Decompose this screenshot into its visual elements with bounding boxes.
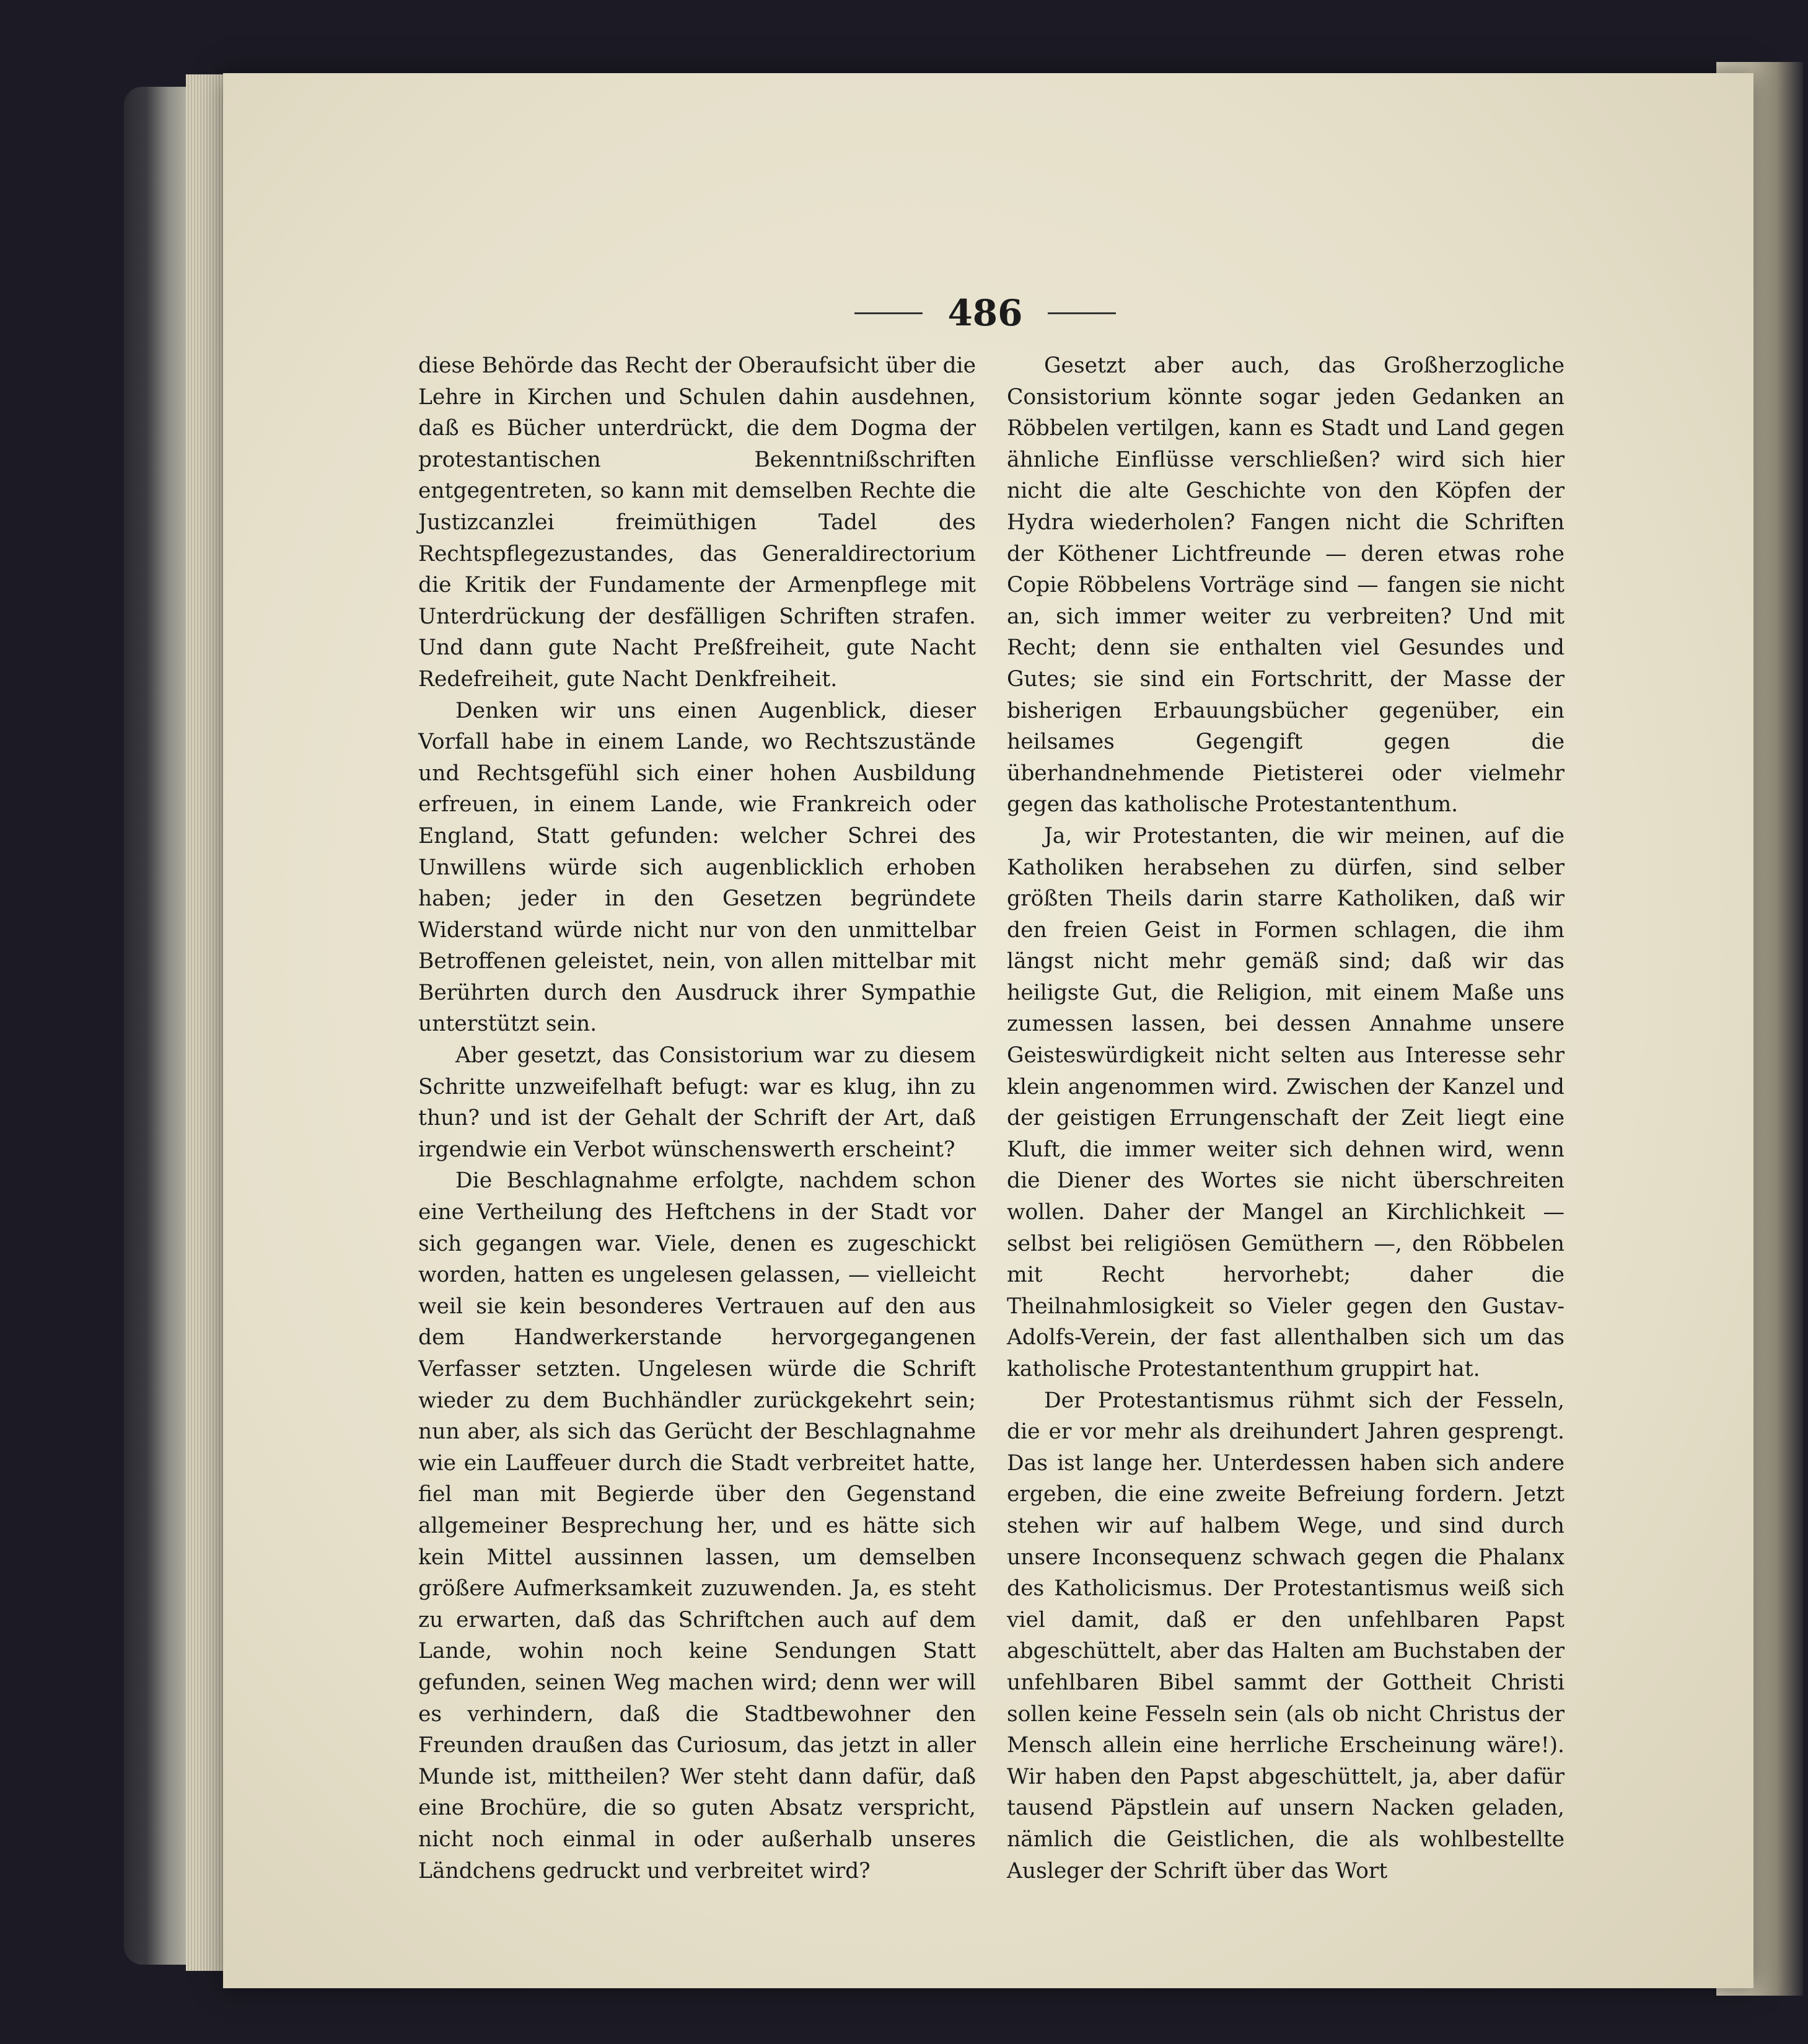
right-column bbox=[1007, 350, 1564, 1887]
page-header bbox=[830, 288, 1140, 338]
paragraph: Gesetzt aber auch, das Großherzogliche Consistorium könnte sogar jeden Gedanken an Röbbelen vertilgen, kann es Stadt und Land gegen ähnliche Einflüsse verschließen? wird sich hier nicht die alte Geschichte von den Köpfen der Hydra wiederholen? Fangen nicht die Schriften der Köthener Lichtfreunde — deren etwas rohe Copie Röbbelens Vorträge sind — fangen sie nicht an, sich immer weiter zu verbreiten? Und mit Recht; denn sie enthalten viel Gesundes und Gutes; sie sind ein Fortschritt, der Masse der bisherigen Erbauungsbücher gegenüber, ein heilsames Gegengift gegen die überhandnehmende Pietisterei oder vielmehr gegen das katholische Protestantenthum. bbox=[1007, 353, 1564, 817]
paragraph: Die Beschlagnahme erfolgte, nachdem schon eine Vertheilung des Heftchens in der Stadt vor sich gegangen war. Viele, denen es zugeschickt worden, hatten es ungelesen gelassen, — vielleicht weil sie kein besonderes Vertrauen auf den aus dem Handwerkerstande hervorgegangenen Verfasser setzten. Ungelesen würde die Schrift wieder zu dem Buchhändler zurückgekehrt sein; nun aber, als sich das Gerücht der Beschlagnahme wie ein Lauffeuer durch die Stadt verbreitet hatte, fiel man mit Begierde über den Gegenstand allgemeiner Besprechung her, und es hätte sich kein Mittel aussinnen lassen, um demselben größere Aufmerksamkeit zuzuwenden. Ja, es steht zu erwarten, daß das Schriftchen auch auf dem Lande, wohin noch keine Sendungen Statt gefunden, seinen Weg machen wird; denn wer will es verhindern, daß die Stadtbewohner den Freunden draußen das Curiosum, das jetzt in aller Munde ist, mittheilen? Wer steht dann dafür, daß eine Brochüre, die so guten Absatz verspricht, nicht noch einmal in oder außerhalb unseres Ländchens gedruckt und verbreitet wird? bbox=[418, 1168, 976, 1883]
left-column bbox=[418, 350, 976, 1887]
paragraph: Denken wir uns einen Augenblick, dieser Vorfall habe in einem Lande, wo Rechtszustände und Rechtsgefühl sich einer hohen Ausbildung erfreuen, in einem Lande, wie Frankreich oder England, Statt gefunden: welcher Schrei des Unwillens würde sich augenblicklich erhoben haben; jeder in den Gesetzen begründete Widerstand würde nicht nur von den unmittelbar Betroffenen geleistet, nein, von allen mittelbar mit Berührten durch den Ausdruck ihrer Sympathie unterstützt sein. bbox=[418, 698, 976, 1037]
page-number: 486 bbox=[947, 292, 1023, 334]
header-rule-right bbox=[1048, 312, 1116, 314]
paragraph: Aber gesetzt, das Consistorium war zu diesem Schritte unzweifelhaft befugt: war es klug, ihn zu thun? und ist der Gehalt der Schrift der Art, daß irgendwie ein Verbot wünschenswerth erscheint? bbox=[418, 1043, 976, 1162]
paragraph: Ja, wir Protestanten, die wir meinen, auf die Katholiken herabsehen zu dürfen, sind selber größten Theils darin starre Katholiken, daß wir den freien Geist in Formen schlagen, die ihm längst nicht mehr gemäß sind; daß wir das heiligste Gut, die Religion, mit einem Maße uns zumessen lassen, bei dessen Annahme unsere Geisteswürdigkeit nicht selten aus Interesse sehr klein angenommen wird. Zwischen der Kanzel und der geistigen Errungenschaft der Zeit liegt eine Kluft, die immer weiter sich dehnen wird, wenn die Diener des Wortes sie nicht überschreiten wollen. Daher der Mangel an Kirchlichkeit — selbst bei religiösen Gemüthern —, den Röbbelen mit Recht hervorhebt; daher die Theilnahmlosigkeit so Vieler gegen den Gustav-Adolfs-Verein, der fast allenthalben sich um das katholische Protestantenthum gruppirt hat. bbox=[1007, 823, 1564, 1381]
paragraph: Der Protestantismus rühmt sich der Fesseln, die er vor mehr als dreihundert Jahren gesprengt. Das ist lange her. Unterdessen haben sich andere ergeben, die eine zweite Befreiung fordern. Jetzt stehen wir auf halbem Wege, und sind durch unsere Inconsequenz schwach gegen die Phalanx des Katholicismus. Der Protestantismus weiß sich viel damit, daß er den unfehlbaren Papst abgeschüttelt, aber das Halten am Buchstaben der unfehlbaren Bibel sammt der Gottheit Christi sollen keine Fesseln sein (als ob nicht Christus der Mensch allein eine herrliche Erscheinung wäre!). Wir haben den Papst abgeschüttelt, ja, aber dafür tausend Päpstlein auf unsern Nacken geladen, nämlich die Geistlichen, die als wohlbestellte Ausleger der Schrift über das Wort bbox=[1007, 1388, 1564, 1883]
paragraph: diese Behörde das Recht der Oberaufsicht über die Lehre in Kirchen und Schulen dahin ausdehnen, daß es Bücher unterdrückt, die dem Dogma der protestantischen Bekenntnißschriften entgegentreten, so kann mit demselben Rechte die Justizcanzlei freimüthigen Tadel des Rechtspflegezustandes, das Generaldirectorium die Kritik der Fundamente der Armenpflege mit Unterdrückung der desfälligen Schriften strafen. Und dann gute Nacht Preßfreiheit, gute Nacht Redefreiheit, gute Nacht Denkfreiheit. bbox=[418, 353, 976, 692]
header-rule-left bbox=[854, 312, 923, 314]
